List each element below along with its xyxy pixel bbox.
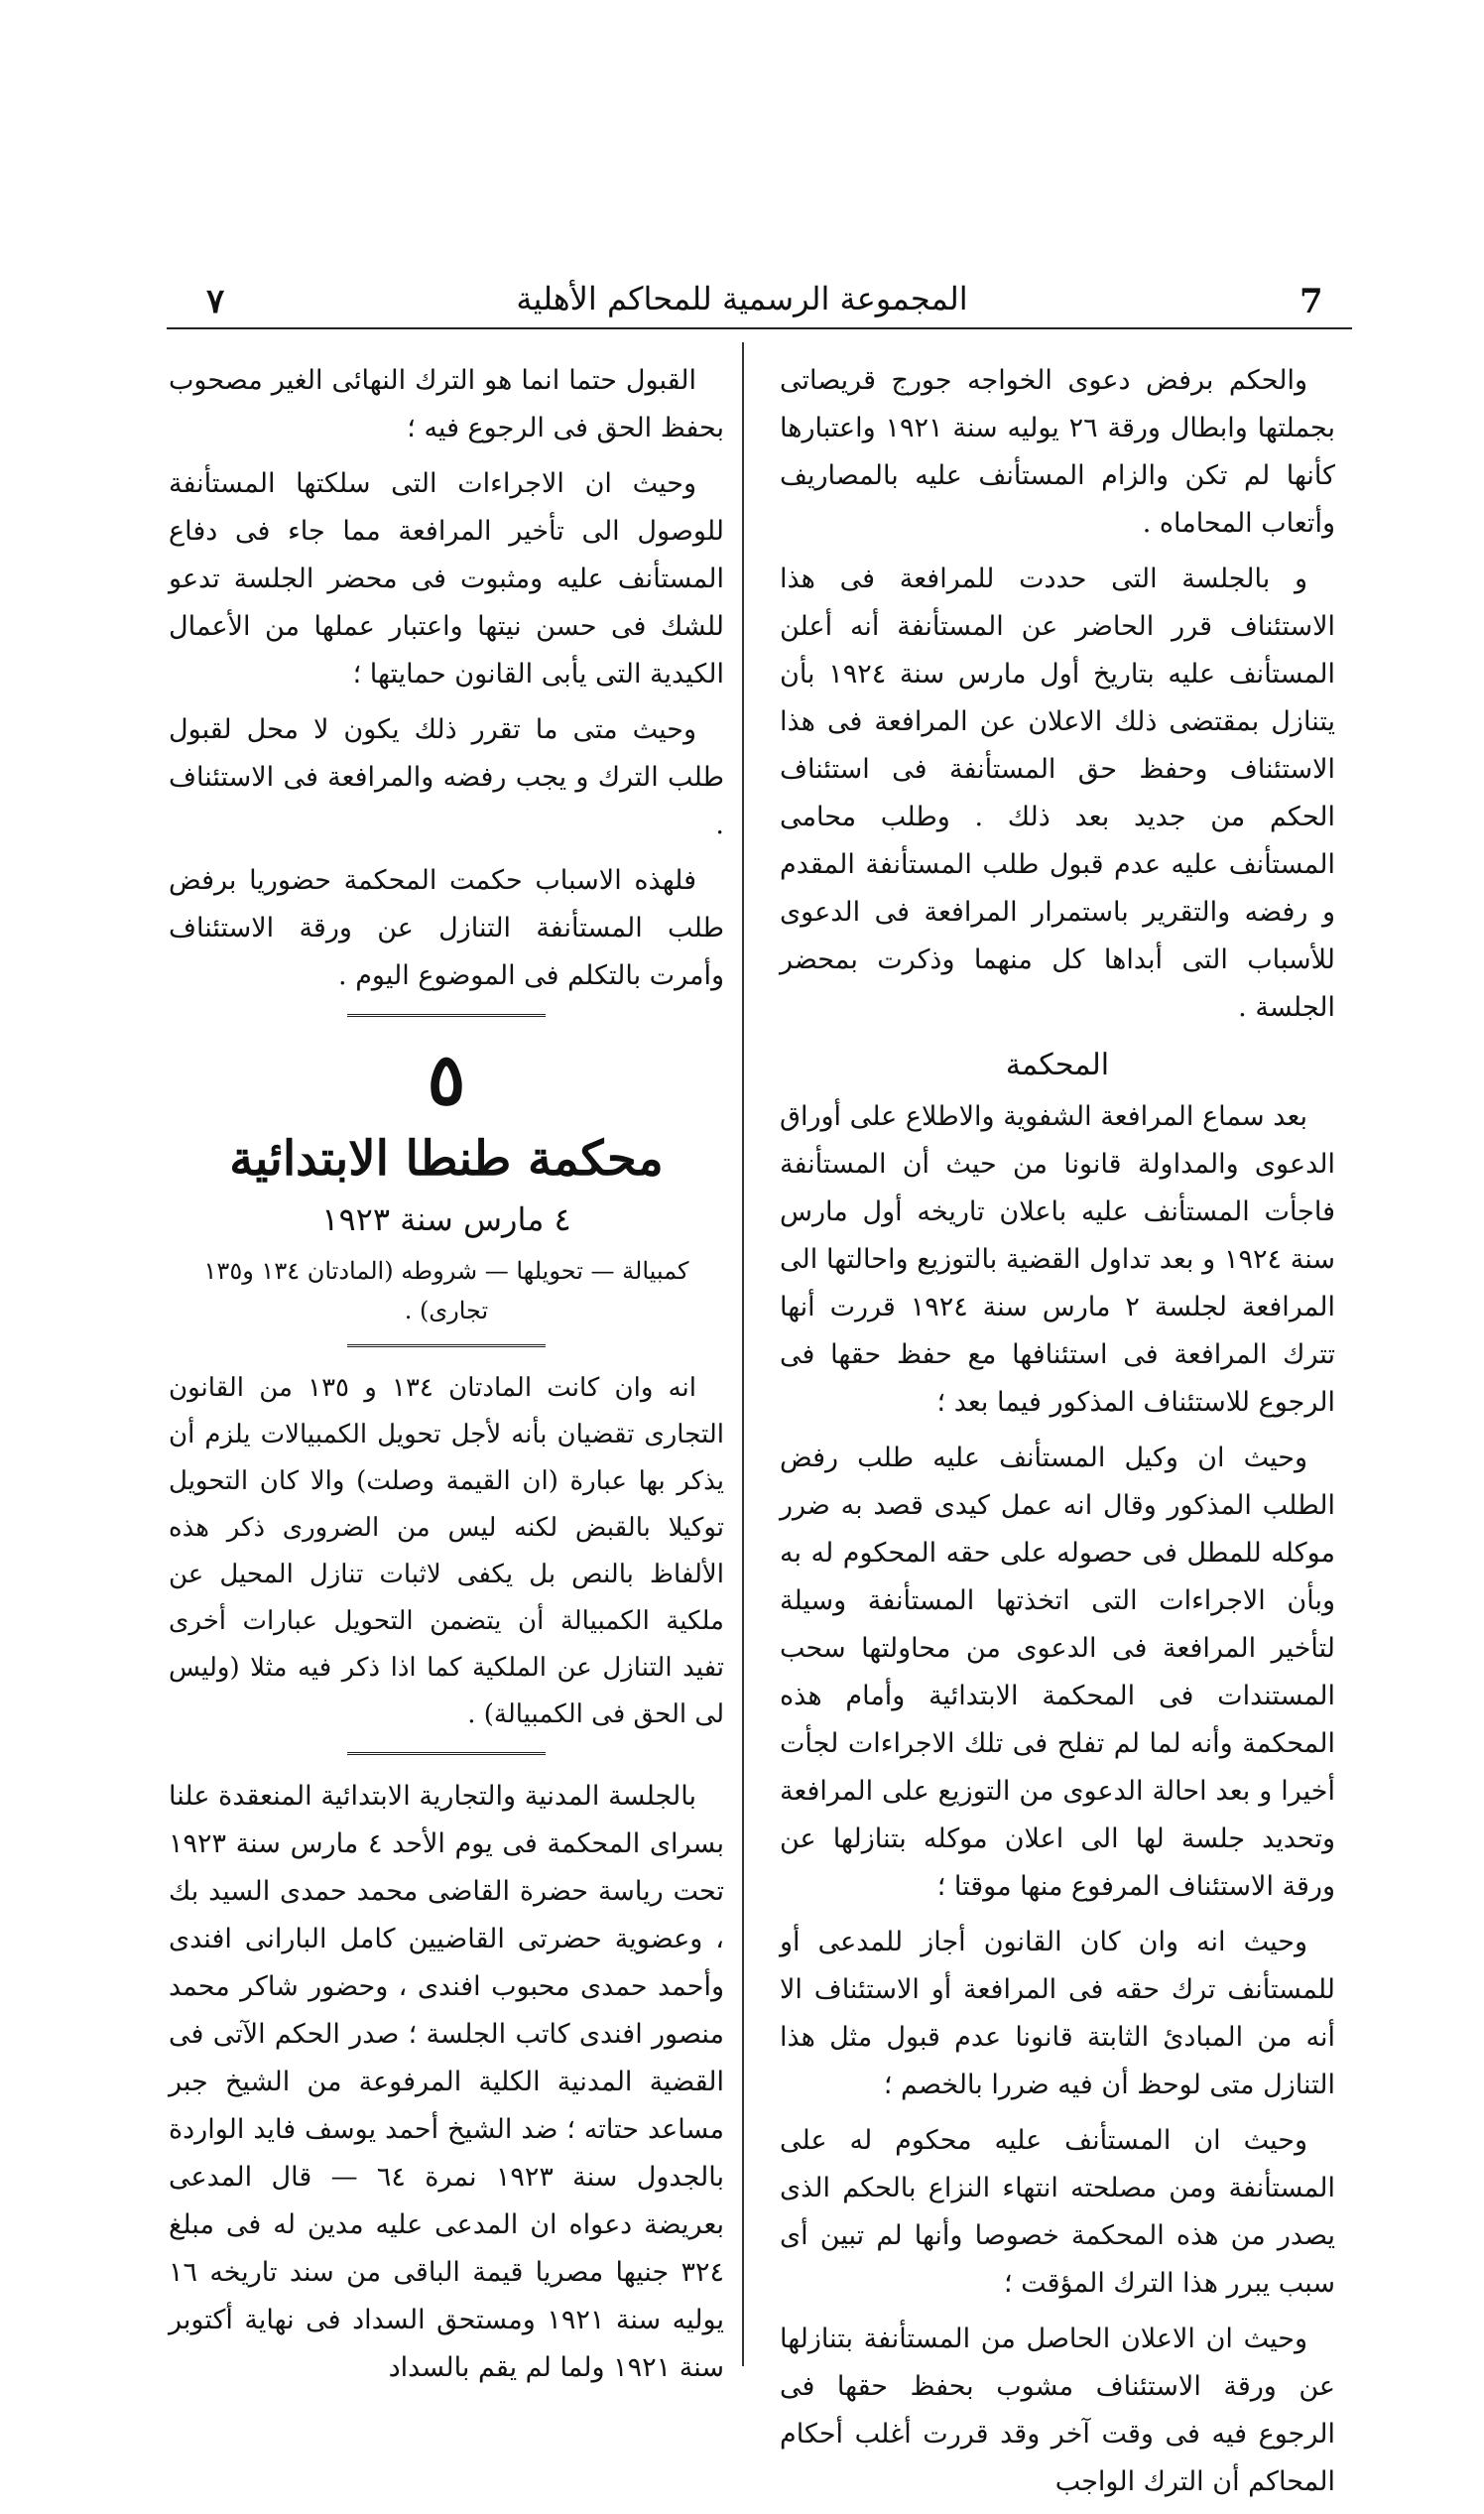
paragraph: والحكم برفض دعوى الخواجه جورج قريصاتى بجملتها وابطال ورقة ٢٦ يوليه سنة ١٩٢١ واعتبارها كأنها لم تكن والزام المستأنف عليه بالمصاريف وأتعاب المحاماه . [780,365,1335,539]
case-date: ٤ مارس سنة ١٩٢٣ [321,1200,571,1238]
case-number: ٥ [427,1037,466,1121]
paragraph: بعد سماع المرافعة الشفوية والاطلاع على أوراق الدعوى والمداولة قانونا من حيث أن المستأنفة فاجأت المستأنف عليه باعلان تاريخه أول مارس سنة ١٩٢٤ و بعد تداول القضية بالتوزيع واحالتها الى المرافعة لجلسة ٢ مارس سنة ١٩٢٤ قررت أنها تترك المرافعة فى استئنافها مع حفظ حقها فى الرجوع للاستئناف المذكور فيما بعد ؛ [780,1101,1335,1418]
section-separator [347,1014,546,1017]
column-divider [742,342,744,2366]
paragraph: وحيث انه وان كان القانون أجاز للمدعى أو للمستأنف ترك حقه فى المرافعة أو الاستئناف الا أنه من المبادئ الثابتة قانونا عدم قبول مثل هذا التنازل متى لوحظ أن فيه ضررا بالخصم ؛ [780,1927,1335,2100]
paragraph: فلهذه الاسباب حكمت المحكمة حضوريا برفض طلب المستأنفة التنازل عن ورقة الاستئناف وأمرت بالتكلم فى الموضوع اليوم . [169,865,724,991]
paragraph: وحيث ان الاجراءات التى سلكتها المستأنفة للوصول الى تأخير المرافعة مما جاء فى دفاع المستأنف عليه ومثبوت فى محضر الجلسة تدعو للشك فى حسن نيتها واعتبار عملها من الأعمال الكيدية التى يأبى القانون حمايتها ؛ [169,468,724,690]
judgment-body: بالجلسة المدنية والتجارية الابتدائية المنعقدة علنا بسراى المحكمة فى يوم الأحد ٤ مارس سنة ١٩٢٣ تحت رياسة حضرة القاضى محمد حمدى السيد بك ، وعضوية حضرتى القاضيين كامل البارانى افندى وأحمد حمدى محبوب افندى ، وحضور شاكر محمد منصور افندى كاتب الجلسة ؛ صدر الحكم الآتى فى القضية المدنية الكلية المرفوعة من الشيخ جبر مساعد حتاته ؛ ضد الشيخ أحمد يوسف فايد الواردة بالجدول سنة ١٩٢٣ نمرة ٦٤ — قال المدعى بعريضة دعواه ان المدعى عليه مدين له فى مبلغ ٣٢٤ جنيها مصريا قيمة الباقى من سند تاريخه ١٦ يوليه سنة ١٩٢١ ومستحق السداد فى نهاية أكتوبر سنة ١٩٢١ ولما لم يقم بالسداد [169,1781,724,2383]
court-name: محكمة طنطا الابتدائية [229,1131,664,1187]
left-column [169,357,724,2400]
paragraph: وحيث ان وكيل المستأنف عليه طلب رفض الطلب المذكور وقال انه عمل كيدى قصد به ضرر موكله للمطل فى حصوله على حقه المحكوم له به وبأن الاجراءات التى اتخذتها المستأنفة وسيلة لتأخير المرافعة فى الدعوى من محاولتها سحب المستندات فى المحكمة الابتدائية وأمام هذه المحكمة وأنه لما لم تفلح فى تلك الاجراءات لجأت أخيرا و بعد احالة الدعوى من التوزيع على المرافعة وتحديد جلسة لها الى اعلان موكله بتنازلها عن ورقة الاستئناف المرفوع منها موقتا ؛ [780,1443,1335,1902]
separator [347,1752,546,1755]
header-rule [167,327,1352,329]
paragraph: وحيث ان الاعلان الحاصل من المستأنفة بتنازلها عن ورقة الاستئناف مشوب بحفظ حقها فى الرجوع فيه فى وقت آخر وقد قررت أغلب أحكام المحاكم أن الترك الواجب [780,2324,1335,2497]
headnote: انه وان كانت المادتان ١٣٤ و ١٣٥ من القانون التجارى تقضيان بأنه لأجل تحويل الكمبيالات يلزم أن يذكر بها عبارة (ان القيمة وصلت) والا كان التحويل توكيلا بالقبض لكنه ليس من الضرورى ذكر هذه الألفاظ بالنص بل يكفى لاثبات تنازل المحيل عن ملكية الكمبيالة أن يتضمن التحويل عبارات أخرى تفيد التنازل عن الملكية كما اذا ذكر فيه مثلا (وليس لى الحق فى الكمبيالة) . [169,1373,724,1729]
paragraph: وحيث متى ما تقرر ذلك يكون لا محل لقبول طلب الترك و يجب رفضه والمرافعة فى الاستئناف . [169,714,724,840]
page-number-left: ٧ [206,282,225,321]
paragraph: وحيث ان المستأنف عليه محكوم له على المستأنفة ومن مصلحته انتهاء النزاع بالحكم الذى يصدر من هذه المحكمة خصوصا وأنها لم تبين أى سبب يبرر هذا الترك المؤقت ؛ [780,2125,1335,2299]
running-title: المجموعة الرسمية للمحاكم الأهلية [516,280,968,317]
separator [347,1344,546,1347]
page-header [0,276,1484,325]
paragraph: و بالجلسة التى حددت للمرافعة فى هذا الاستئناف قرر الحاضر عن المستأنفة أنه أعلن المستأنف عليه بتاريخ أول مارس سنة ١٩٢٤ بأن يتنازل بمقتضى ذلك الاعلان عن المرافعة فى هذا الاستئناف وحفظ حق المستأنفة فى استئناف الحكم من جديد بعد ذلك . وطلب محامى المستأنف عليه عدم قبول طلب المستأنفة المقدم و رفضه والتقرير باستمرار المرافعة فى الدعوى للأسباب التى أبداها كل منهما وذكرت بمحضر الجلسة . [780,564,1335,1023]
court-heading: المحكمة [1005,1048,1110,1082]
paragraph: القبول حتما انما هو الترك النهائى الغير مصحوب بحفظ الحق فى الرجوع فيه ؛ [169,365,724,443]
page-number-right: 7 [1299,282,1323,321]
right-column [780,357,1335,2514]
case-keywords: كمبيالة — تحويلها — شروطه (المادتان ١٣٤ و١٣٥ تجارى) . [203,1257,689,1324]
